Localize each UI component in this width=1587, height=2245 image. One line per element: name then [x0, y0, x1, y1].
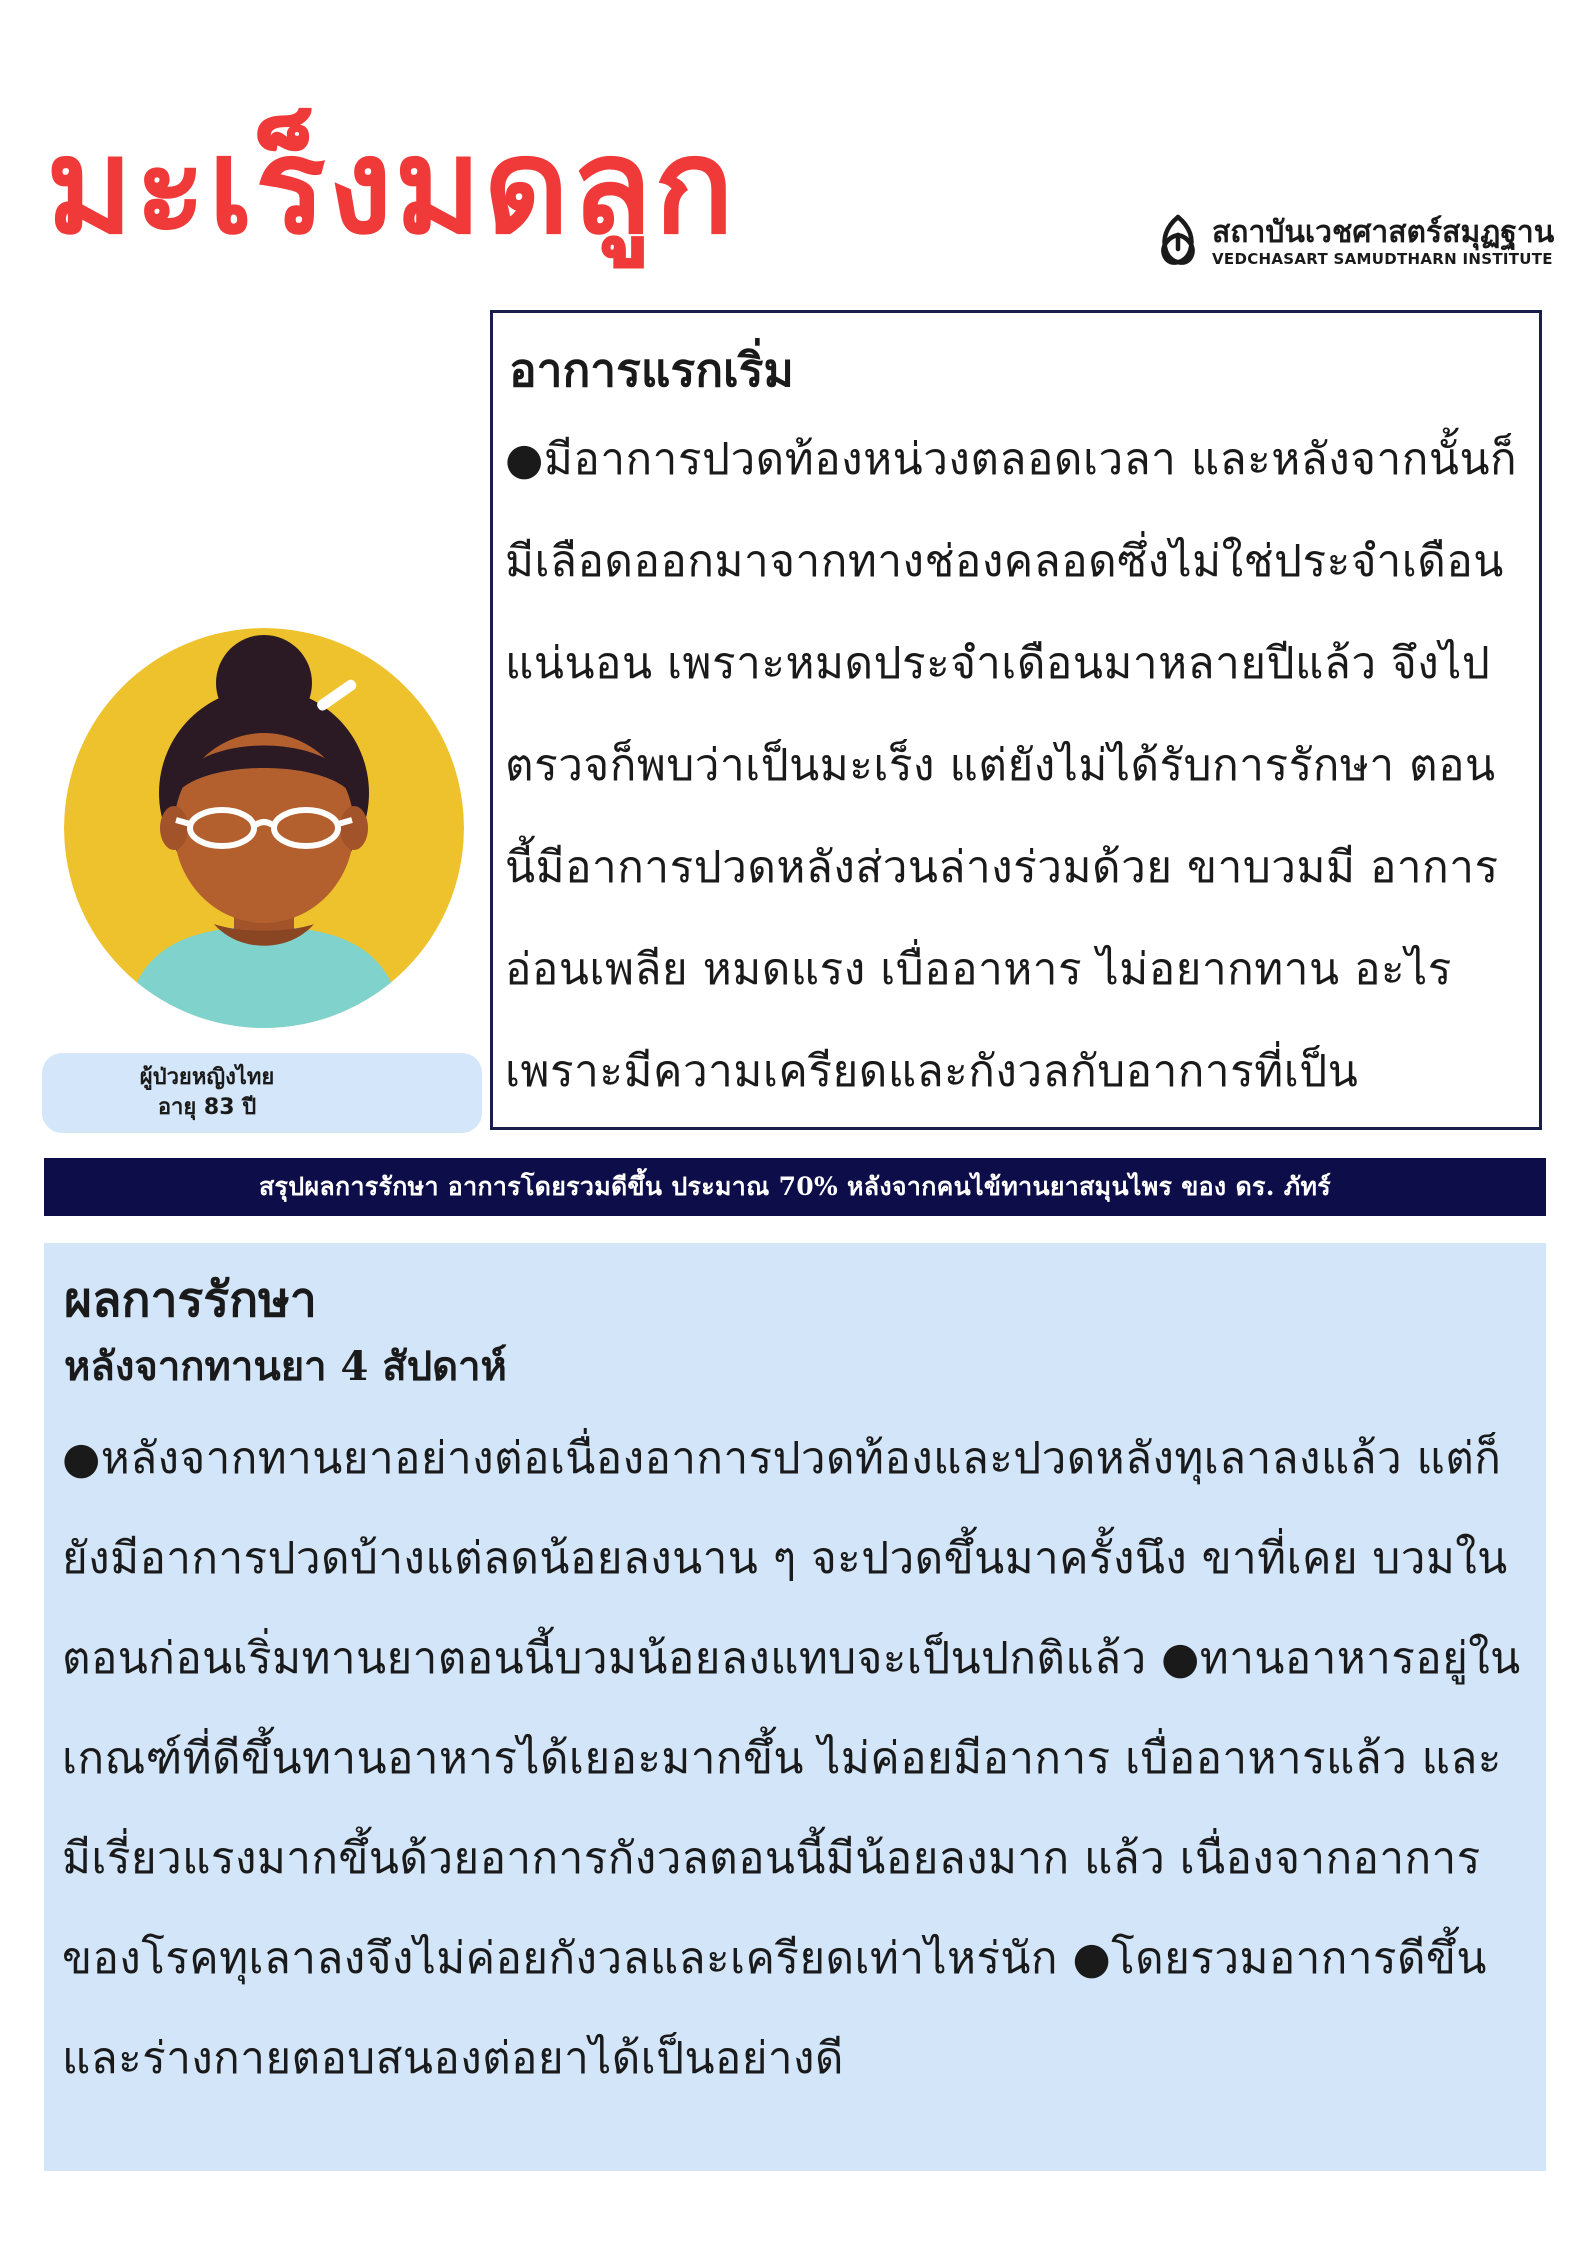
- treatment-summary-banner: [44, 1158, 1546, 1216]
- initial-symptoms-box: [490, 310, 1542, 1130]
- treatment-results-subtitle: หลังจากทานยา 4 สัปดาห์: [64, 1343, 507, 1391]
- initial-symptoms-title: อาการแรกเริ่ม: [509, 343, 794, 397]
- patient-info-badge: [42, 1053, 482, 1133]
- logo-name-english: VEDCHASART SAMUDTHARN INSTITUTE: [1212, 250, 1553, 269]
- treatment-results-title: ผลการรักษา: [64, 1272, 317, 1328]
- initial-symptoms-text: ●มีอาการปวดท้องหน่วงตลอดเวลา และหลังจากนั้นก็มีเลือดออกมาจากทางช่องคลอดซึ่งไม่ใช่ประจำเดือนแน่นอน เพราะหมดประจำเดือนมาหลายปีแล้ว จึงไปตรวจก็พบว่าเป็นมะเร็ง แต่ยังไม่ได้รับการรักษา ตอนนี้มีอาการปวดหลังส่วนล่างร่วมด้วย ขาบวมมี อาการอ่อนเพลีย หมดแรง เบื่ออาหาร ไม่อยากทาน อะไร เพราะมีความเครียดและกังวลกับอาการที่เป็น: [505, 433, 1518, 1097]
- treatment-summary-text: สรุปผลการรักษา อาการโดยรวมดีขึ้น ประมาณ 70% หลังจากคนไข้ทานยาสมุนไพร ของ ดร. ภัทร์: [258, 1172, 1331, 1201]
- page-title: มะเร็งมดลูก: [46, 110, 736, 264]
- institute-knot-icon: [1158, 213, 1198, 271]
- treatment-results-text: ●หลังจากทานยาอย่างต่อเนื่องอาการปวดท้องและปวดหลังทุเลาลงแล้ว แต่ก็ยังมีอาการปวดบ้างแต่ลดน้อยลงนาน ๆ จะปวดขึ้นมาครั้งนึง ขาที่เคย บวมในตอนก่อนเริ่มทานยาตอนนี้บวมน้อยลงแทบจะเป็นปกติแล้ว ●ทานอาหารอยู่ในเกณฑ์ที่ดีขึ้นทานอาหารได้เยอะมากขึ้น ไม่ค่อยมีอาการ เบื่ออาหารแล้ว และมีเรี่ยวแรงมากขึ้นด้วยอาการกังวลตอนนี้มีน้อยลงมาก แล้ว เนื่องจากอาการของโรคทุเลาลงจึงไม่ค่อยกังวลและเครียดเท่าไหร่นัก ●โดยรวมอาการดีขึ้นและร่างกายตอบสนองต่อยาได้เป็นอย่างดี: [62, 1433, 1521, 2085]
- patient-age: อายุ 83 ปี: [157, 1095, 257, 1120]
- elderly-woman-avatar-icon: [64, 628, 464, 1028]
- patient-label: ผู้ป่วยหญิงไทย: [139, 1065, 275, 1091]
- logo-name-thai: สถาบันเวชศาสตร์สมุฏฐาน: [1212, 214, 1555, 250]
- institute-logo: [1158, 213, 1554, 271]
- treatment-results-box: [44, 1243, 1546, 2171]
